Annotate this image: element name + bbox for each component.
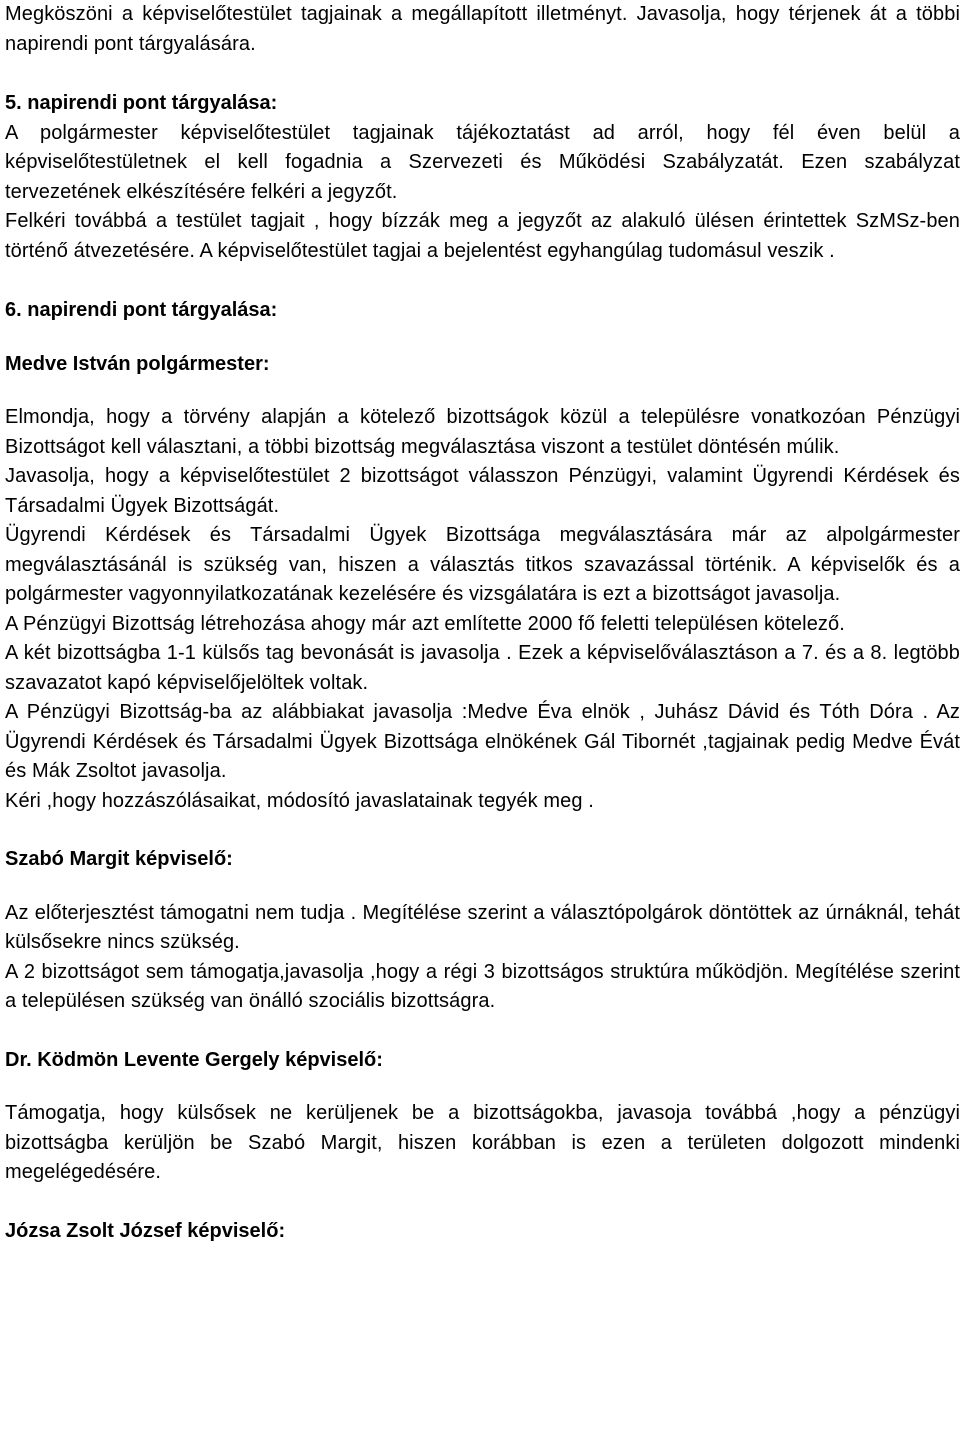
paragraph-external-members: A két bizottságba 1-1 külsős tag bevonását is javasolja . Ezek a képviselőválasztáson a 7. és a 8. legtöbb szavazatot kapó képviselőjelöltek voltak.	[5, 642, 960, 694]
spacer	[5, 875, 960, 899]
paragraph-szabo-proposal: A 2 bizottságot sem támogatja,javasolja ,hogy a régi 3 bizottságos struktúra működjön. Megítélése szerint a településen szükség van önálló szociális bizottságra.	[5, 960, 960, 1012]
speaker-szabo-margit: Szabó Margit képviselő:	[5, 848, 233, 870]
spacer	[5, 266, 960, 296]
paragraph-smsz-info: A polgármester képviselőtestület tagjainak tájékoztatást ad arról, hogy fél éven belül a képviselőtestületnek el kell fogadnia a Szervezeti és Működési Szabályzatát. Ezen szabályzat tervezetének elkészítésére felkéri a jegyzőt.	[5, 121, 960, 203]
agenda-item-6-heading: 6. napirendi pont tárgyalása:	[5, 299, 278, 321]
agenda-item-5-heading: 5. napirendi pont tárgyalása:	[5, 92, 278, 114]
paragraph-kodmon-support: Támogatja, hogy külsősek ne kerüljenek be a bizottságokba, javasoja továbbá ,hogy a pénzügyi bizottságba kerüljön be Szabó Margit, hiszen korábban is ezen a területen dolgozott mindenki megelégedésére.	[5, 1102, 960, 1183]
paragraph-procedural-committee: Ügyrendi Kérdések és Társadalmi Ügyek Bizottsága megválasztására már az alpolgármester megválasztásánál is szükség van, hiszen a választás titkos szavazással történik. A képviselők és a polgármester vagyonnyilatkozatának kezelésére és vizsgálatára is ezt a bizottságot javasolja.	[5, 524, 960, 605]
speaker-kodmon-levente: Dr. Ködmön Levente Gergely képviselő:	[5, 1048, 383, 1071]
spacer	[5, 59, 960, 89]
paragraph-nominations: A Pénzügyi Bizottság-ba az alábbiakat javasolja :Medve Éva elnök , Juhász Dávid és Tóth Dóra . Az Ügyrendi Kérdések és Társadalmi Ügyek Bizottsága elnökének Gál Tibornét ,tagjainak pedig Medve Évát és Mák Zsoltot javasolja.	[5, 701, 960, 782]
document-page	[5, 0, 960, 1246]
spacer	[5, 1188, 960, 1217]
paragraph-smsz-request: Felkéri továbbá a testület tagjait , hogy bízzák meg a jegyzőt az alakuló ülésen érintettek SzMSz-ben történő átvezetésére. A képviselőtestület tagjai a bejelentést egyhangúlag tudomásul veszik .	[5, 210, 960, 262]
paragraph-salary-thanks: Megköszöni a képviselőtestület tagjainak a megállapított illetményt. Javasolja, hogy térjenek át a többi napirendi pont tárgyalására.	[5, 3, 960, 55]
paragraph-finance-committee: A Pénzügyi Bizottság létrehozása ahogy már azt említette 2000 fő feletti településen kötelező.	[5, 612, 845, 635]
paragraph-request-comments: Kéri ,hogy hozzászólásaikat, módosító javaslatainak tegyék meg .	[5, 789, 594, 812]
spacer	[5, 816, 960, 845]
spacer	[5, 1017, 960, 1046]
speaker-medve-istvan: Medve István polgármester:	[5, 352, 270, 375]
speaker-jozsa-zsolt: Józsa Zsolt József képviselő:	[5, 1219, 286, 1242]
spacer	[5, 326, 960, 350]
paragraph-two-committees: Javasolja, hogy a képviselőtestület 2 bizottságot válasszon Pénzügyi, valamint Ügyrendi Kérdések és Társadalmi Ügyek Bizottságát.	[5, 465, 960, 517]
spacer	[5, 1075, 960, 1099]
paragraph-szabo-objection: Az előterjesztést támogatni nem tudja . Megítélése szerint a választópolgárok döntöttek az úrnáknál, tehát külsősekre nincs szükség.	[5, 901, 960, 953]
spacer	[5, 379, 960, 403]
paragraph-committees-law: Elmondja, hogy a törvény alapján a kötelező bizottságok közül a településre vonatkozóan Pénzügyi Bizottságot kell választani, a többi bizottság megválasztása viszont a testület döntésén múlik.	[5, 406, 960, 458]
